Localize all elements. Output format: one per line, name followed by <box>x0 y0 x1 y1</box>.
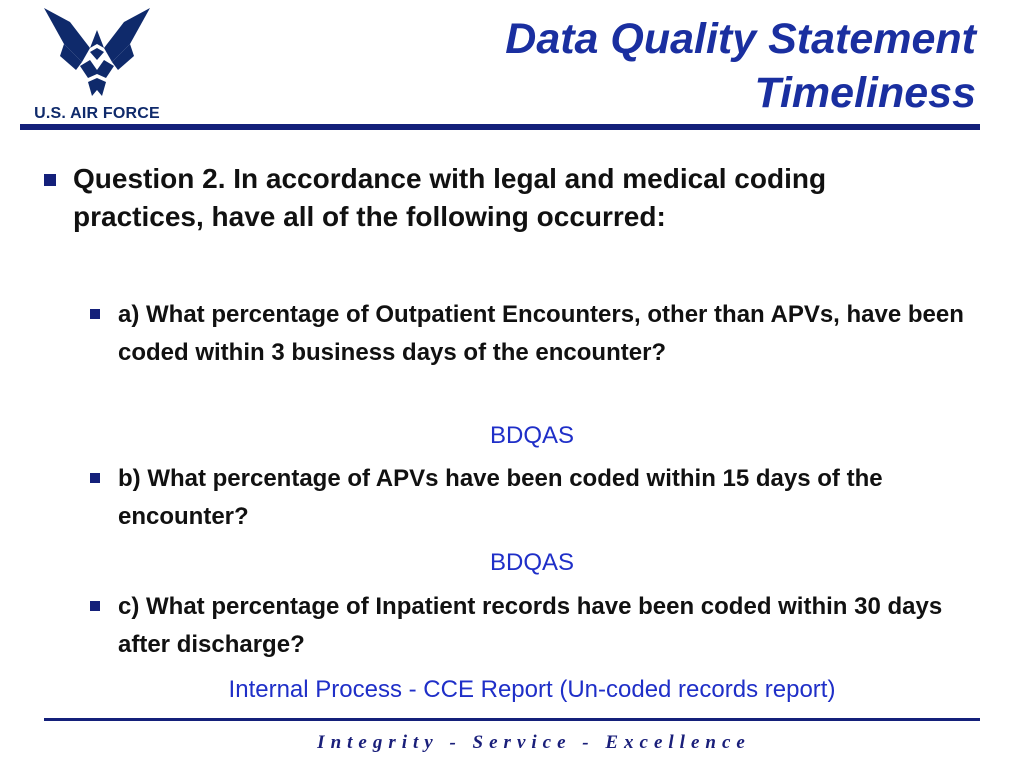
list-item-a <box>90 296 980 372</box>
air-force-wings-icon <box>42 4 152 102</box>
title-line-1: Data Quality Statement <box>505 15 976 63</box>
square-bullet-icon <box>90 601 100 611</box>
answer-c: Internal Process - CCE Report (Un-coded records report) <box>228 676 836 703</box>
question-bullet <box>44 160 964 236</box>
air-force-logo <box>22 4 182 122</box>
list-item-c <box>90 588 980 664</box>
title-line-2: Timeliness <box>754 69 976 117</box>
list-item-text: c) What percentage of Inpatient records have been coded within 30 days after discharge? <box>118 593 943 658</box>
list-item-text: a) What percentage of Outpatient Encounters, other than APVs, have been coded within 3 business days of the encounter? <box>118 301 964 366</box>
header-divider <box>20 124 980 130</box>
logo-text: U.S. AIR FORCE <box>34 105 160 122</box>
list-item-text: b) What percentage of APVs have been coded within 15 days of the encounter? <box>118 465 883 530</box>
answer-a: BDQAS <box>489 422 575 449</box>
slide-title <box>505 12 976 120</box>
answer-b: BDQAS <box>489 549 575 576</box>
footer-motto: Integrity - Service - Excellence <box>317 732 751 753</box>
question-text: Question 2. In accordance with legal and medical coding practices, have all of the following occurred: <box>73 163 827 232</box>
square-bullet-icon <box>44 174 56 186</box>
square-bullet-icon <box>90 309 100 319</box>
footer-divider <box>44 718 980 721</box>
list-item-b <box>90 460 980 536</box>
square-bullet-icon <box>90 473 100 483</box>
